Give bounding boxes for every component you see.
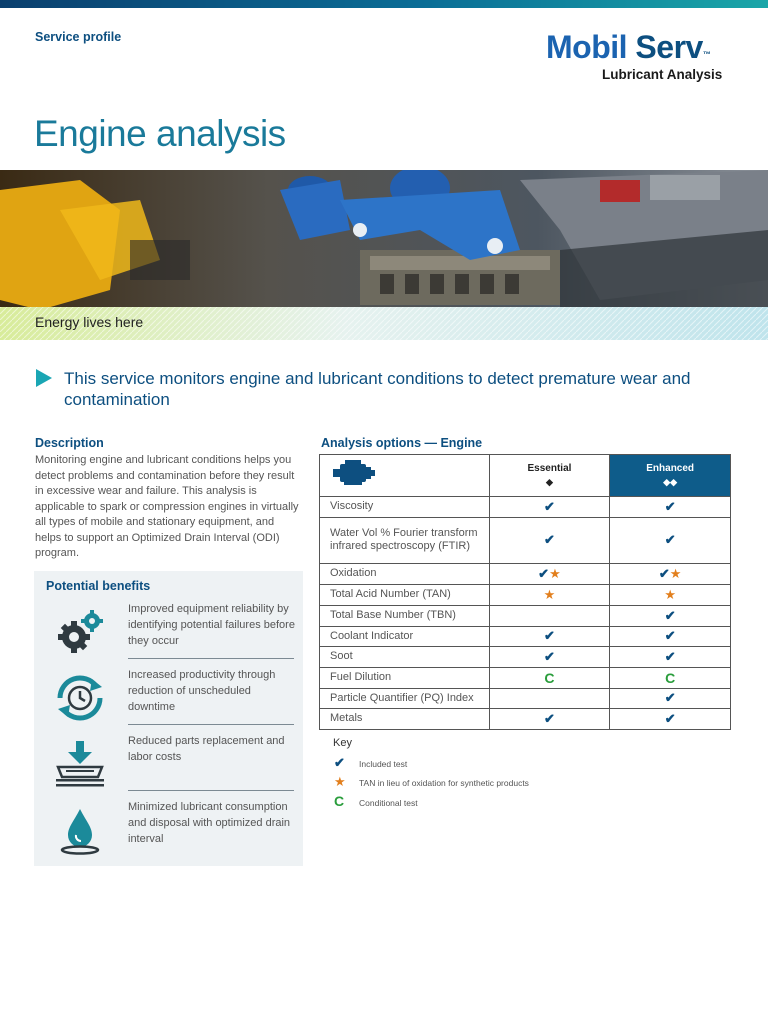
mobil-serv-logo: [546, 29, 736, 89]
table-row: [320, 688, 731, 709]
engine-icon-cell: [320, 455, 490, 497]
top-accent-bar: [0, 0, 768, 8]
check-icon: ✔: [664, 532, 676, 547]
enhanced-cell: [610, 563, 731, 584]
table-row: [320, 496, 731, 517]
check-icon: ✔: [664, 628, 676, 644]
test-name: Water Vol % Fourier transform infrared spectroscopy (FTIR): [320, 517, 490, 563]
logo-mobil: Mobil: [546, 29, 628, 65]
description-body: Monitoring engine and lubricant conditions helps you detect problems and contamination before they result in excessive wear and failure. This analysis is applicable to spark or compression engines in virtually all types of mobile and stationary equipment, and helps to support an Optimized Drain Interval (ODI) program.: [35, 454, 299, 559]
essential-cell: [489, 626, 610, 647]
test-name: Total Base Number (TBN): [320, 605, 490, 626]
enhanced-cell: [610, 647, 731, 668]
test-name: Soot: [320, 647, 490, 668]
analysis-options-heading: Analysis options — Engine: [321, 436, 483, 450]
essential-cell: [489, 688, 610, 709]
enhanced-cell: [610, 496, 731, 517]
table-row: [320, 709, 731, 730]
key-item: [334, 793, 418, 809]
benefit-text: Increased productivity through reduction of unscheduled downtime: [128, 669, 276, 713]
test-name: Particle Quantifier (PQ) Index: [320, 688, 490, 709]
star-icon: ★: [549, 565, 561, 581]
table-row: [320, 584, 731, 605]
key-text: Included test: [359, 759, 408, 769]
benefit-item: [34, 799, 303, 865]
parts-tray-icon: [52, 739, 108, 789]
essential-cell: [489, 709, 610, 730]
benefit-text: Minimized lubricant consumption and disposal with optimized drain interval: [128, 801, 291, 845]
benefits-heading: Potential benefits: [46, 579, 151, 593]
enhanced-cell: [610, 668, 731, 689]
star-icon: ★: [669, 565, 682, 581]
enhanced-cell: [610, 584, 731, 605]
enhanced-cell: [610, 626, 731, 647]
star-icon: ★: [543, 586, 556, 602]
essential-cell: [489, 605, 610, 626]
benefits-panel: [34, 571, 303, 866]
essential-cell: [489, 563, 610, 584]
engine-icon: [330, 458, 378, 488]
key-text: Conditional test: [359, 798, 418, 808]
conditional-icon: C: [544, 669, 555, 686]
essential-label: Essential: [527, 462, 572, 474]
gears-icon: [52, 607, 108, 657]
test-name: Oxidation: [320, 563, 490, 584]
essential-cell: [489, 517, 610, 563]
column-essential: [489, 455, 610, 497]
table-header-row: [320, 455, 731, 497]
check-icon: ✔: [544, 710, 555, 726]
table-row: [320, 605, 731, 626]
essential-cell: [489, 647, 610, 668]
test-name: Metals: [320, 709, 490, 730]
check-icon: ✔: [664, 649, 676, 664]
check-icon: ✔: [334, 755, 345, 770]
conditional-icon: C: [665, 669, 676, 686]
analysis-options-table: [319, 454, 731, 730]
clock-cycle-icon: [52, 673, 108, 723]
table-row: [320, 517, 731, 563]
check-icon: ✔: [538, 565, 550, 581]
table-row: [320, 668, 731, 689]
benefit-divider: [128, 658, 294, 659]
check-icon: ✔: [664, 690, 676, 706]
logo-tm: ™: [702, 50, 711, 59]
logo-wordmark: [546, 29, 736, 65]
enhanced-diamond-mark: ◆◆: [663, 476, 678, 487]
benefit-text: Reduced parts replacement and labor costs: [128, 735, 285, 763]
table-row: [320, 563, 731, 584]
essential-diamond-mark: ◆: [546, 476, 553, 487]
oil-drop-icon: [52, 805, 108, 855]
logo-subtitle: Lubricant Analysis: [602, 67, 723, 82]
essential-cell: [489, 496, 610, 517]
intro-statement: This service monitors engine and lubricant conditions to detect premature wear and contamination: [64, 369, 691, 409]
conditional-icon: C: [334, 793, 345, 809]
enhanced-label: Enhanced: [646, 462, 695, 474]
check-icon: ✔: [664, 607, 676, 623]
key-text: TAN in lieu of oxidation for synthetic products: [359, 778, 529, 788]
logo-serv: Serv: [635, 29, 703, 65]
test-name: Fuel Dilution: [320, 668, 490, 689]
essential-cell: [489, 584, 610, 605]
check-icon: ✔: [544, 628, 555, 644]
service-profile-label: Service profile: [35, 30, 122, 44]
description-heading: Description: [35, 436, 104, 450]
key-item: [334, 774, 529, 790]
test-name: Total Acid Number (TAN): [320, 584, 490, 605]
table-row: [320, 626, 731, 647]
page-title: Engine analysis: [34, 113, 286, 154]
column-enhanced: [610, 455, 731, 497]
check-icon: ✔: [664, 710, 676, 726]
benefit-divider: [128, 790, 294, 791]
essential-cell: [489, 668, 610, 689]
check-icon: ✔: [544, 649, 555, 664]
check-icon: ✔: [544, 498, 555, 514]
tagline: Energy lives here: [35, 314, 144, 330]
play-triangle-icon: [35, 369, 53, 387]
key-item: [334, 755, 407, 771]
check-icon: ✔: [658, 565, 670, 581]
test-name: Coolant Indicator: [320, 626, 490, 647]
test-name: Viscosity: [320, 496, 490, 517]
star-icon: ★: [334, 774, 346, 789]
key-heading: Key: [333, 737, 352, 749]
enhanced-cell: [610, 605, 731, 626]
check-icon: ✔: [664, 498, 676, 514]
table-row: [320, 647, 731, 668]
star-icon: ★: [664, 586, 676, 602]
benefit-divider: [128, 724, 294, 725]
enhanced-cell: [610, 688, 731, 709]
enhanced-cell: [610, 517, 731, 563]
enhanced-cell: [610, 709, 731, 730]
table-body: [320, 496, 731, 729]
check-icon: ✔: [544, 532, 555, 547]
benefit-text: Improved equipment reliability by identifying potential failures before they occur: [128, 603, 295, 647]
